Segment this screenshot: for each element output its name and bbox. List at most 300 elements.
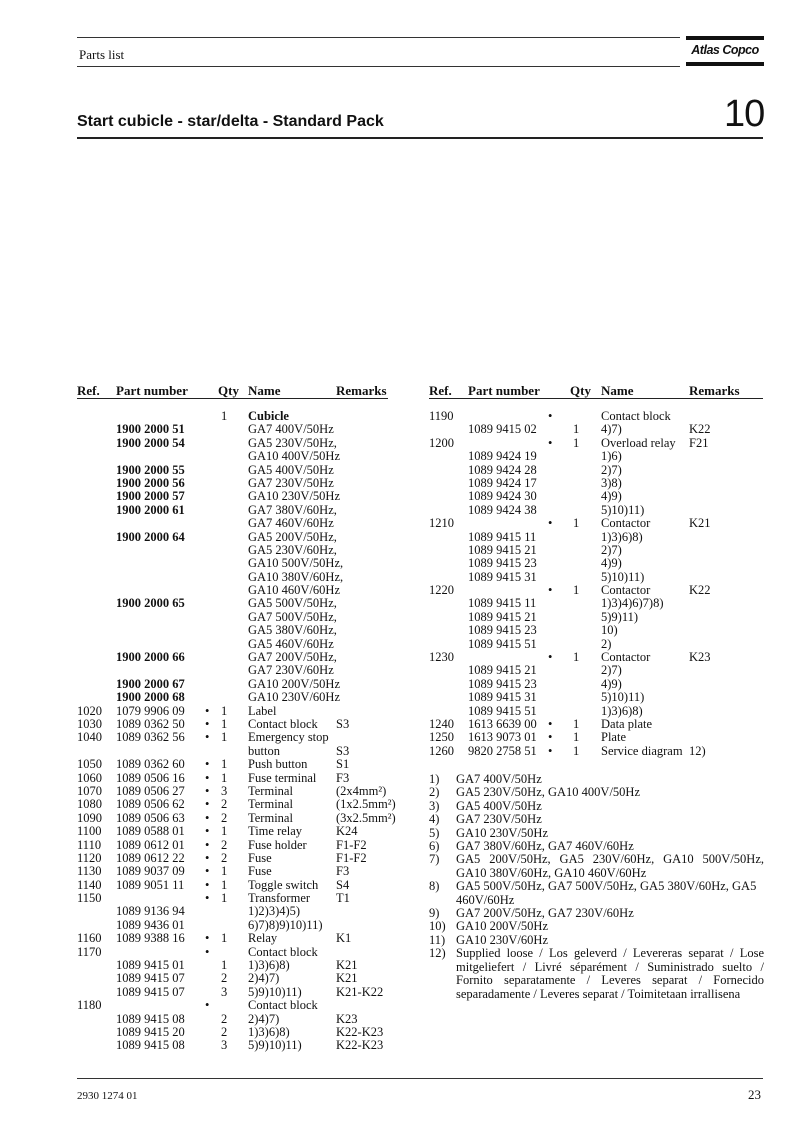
name-cell: GA5 460V/60Hz	[248, 636, 334, 651]
table-row	[77, 1039, 388, 1052]
table-row	[77, 810, 396, 825]
footnote-item	[429, 947, 764, 1001]
part-number-cell: 1089 9424 28	[468, 462, 537, 477]
table-row	[429, 410, 763, 423]
stock-dot: •	[548, 743, 553, 758]
part-number-cell: 1089 9415 01	[116, 958, 185, 973]
table-row	[77, 865, 388, 878]
header-rule-bottom	[77, 66, 680, 67]
part-number-cell: 1089 0506 27	[116, 783, 185, 798]
ref-cell: 1030	[77, 716, 102, 731]
name-cell: GA10 500V/50Hz,	[248, 556, 344, 571]
qty-cell: 1	[221, 891, 228, 906]
stock-dot: •	[548, 716, 553, 731]
name-cell: 4)9)	[601, 676, 622, 691]
footnote-number: 5)	[429, 825, 440, 840]
part-number-cell: 1089 0612 01	[116, 837, 185, 852]
name-cell: GA7 230V/50Hz	[248, 475, 334, 490]
name-cell: 10)	[601, 623, 618, 638]
name-cell: GA7 400V/50Hz	[248, 422, 334, 437]
qty-cell: 2	[221, 797, 228, 812]
name-cell: Contact block	[248, 944, 318, 959]
part-number-cell: 1089 9415 31	[468, 690, 537, 705]
part-number-cell: 1900 2000 56	[116, 475, 185, 490]
part-number-cell: 1900 2000 61	[116, 502, 185, 517]
qty-cell: 1	[221, 716, 228, 731]
stock-dot: •	[548, 409, 553, 423]
remarks-cell: K1	[336, 931, 352, 946]
name-cell: Contact block	[601, 409, 671, 423]
table-row	[77, 678, 388, 691]
table-row	[77, 691, 388, 704]
footnote-text: GA5 230V/50Hz, GA10 400V/50Hz	[456, 785, 641, 800]
footnote-text: GA7 400V/50Hz	[456, 772, 542, 786]
footnote-item	[429, 827, 764, 840]
name-cell: 1)2)3)4)5)	[248, 904, 301, 919]
part-number-cell: 1089 9051 11	[116, 877, 185, 892]
stock-dot: •	[205, 703, 210, 718]
stock-dot: •	[205, 944, 210, 959]
part-number-cell: 1613 6639 00	[468, 716, 537, 731]
name-cell: 3)8)	[601, 475, 622, 490]
section-label: Parts list	[79, 47, 125, 62]
footnote-text: GA10 200V/50Hz	[456, 919, 549, 934]
qty-cell: 1	[221, 409, 228, 423]
qty-cell: 1	[221, 877, 228, 892]
table-row	[429, 638, 763, 651]
name-cell: 4)9)	[601, 489, 622, 504]
qty-cell: 1	[221, 864, 228, 879]
name-cell: Contact block	[248, 716, 318, 731]
ref-cell: 1130	[77, 864, 102, 879]
table-row	[429, 477, 763, 490]
qty-cell: 2	[221, 837, 228, 852]
part-number-cell: 1900 2000 54	[116, 435, 185, 450]
name-cell: GA5 500V/50Hz,	[248, 596, 337, 611]
col-header-ref: Ref.	[77, 383, 100, 398]
remarks-cell: (1x2.5mm²)	[336, 797, 396, 812]
table-row	[77, 959, 388, 972]
qty-cell: 2	[221, 1024, 228, 1039]
name-cell: Fuse	[248, 864, 272, 879]
ref-cell: 1040	[77, 730, 102, 745]
qty-cell: 2	[221, 971, 228, 986]
footnote-text: GA10 230V/50Hz	[456, 825, 549, 840]
remarks-cell: 12)	[689, 743, 706, 758]
footnote-item	[429, 800, 764, 813]
ref-cell: 1260	[429, 743, 454, 758]
table-row	[429, 490, 763, 503]
table-row	[429, 557, 763, 570]
footnote-item	[429, 934, 764, 947]
part-number-cell: 1089 9415 07	[116, 984, 185, 999]
remarks-cell: K21	[336, 958, 358, 973]
table-row	[429, 531, 763, 544]
name-cell: GA7 230V/60Hz	[248, 663, 334, 678]
footnote-item	[429, 813, 764, 826]
qty-cell: 1	[573, 716, 580, 731]
table-row	[429, 504, 763, 517]
qty-cell: 1	[221, 824, 228, 839]
remarks-cell: K22-K23	[336, 1024, 384, 1039]
col-header-name: Name	[248, 383, 281, 398]
stock-dot: •	[205, 891, 210, 906]
table-row	[77, 785, 388, 798]
part-number-cell: 1089 9415 21	[468, 663, 537, 678]
table-row	[77, 745, 388, 758]
col-header-remarks-right: Remarks	[689, 383, 740, 398]
remarks-cell: F1-F2	[336, 850, 367, 865]
stock-dot: •	[205, 757, 210, 772]
qty-cell: 1	[221, 730, 228, 745]
stock-dot: •	[548, 435, 553, 450]
qty-cell: 2	[221, 850, 228, 865]
brand-wordmark: Atlas Copco	[691, 43, 759, 57]
table-row	[429, 691, 763, 704]
name-cell: Push button	[248, 757, 308, 772]
table-row	[77, 464, 388, 477]
table-row	[77, 531, 388, 544]
remarks-cell: F1-F2	[336, 837, 367, 852]
qty-cell: 1	[573, 516, 580, 531]
table-row	[429, 745, 763, 758]
ref-cell: 1180	[77, 998, 102, 1013]
table-row	[77, 1013, 388, 1026]
name-cell: GA10 200V/50Hz	[248, 676, 341, 691]
name-cell: Contactor	[601, 583, 651, 598]
part-number-cell: 1089 9415 23	[468, 556, 537, 571]
part-number-cell: 1900 2000 55	[116, 462, 185, 477]
footnote-number: 7)	[429, 852, 440, 867]
name-cell: 1)3)6)8)	[248, 1024, 290, 1039]
footnote-text: GA5 200V/50Hz, GA5 230V/60Hz, GA10 500V/50Hz, GA10 380V/60Hz, GA10 460V/60Hz	[456, 852, 764, 880]
table-row	[429, 731, 763, 744]
stock-dot: •	[548, 650, 553, 665]
footnote-text: Supplied loose / Los geleverd / Levereras separat / Lose mitgeliefert / Livré séparément / Suministrado suelto / Fornito separatamente / Leveres separat / Fornecido separadamente / Leveres separat / Toimitetaan irrallisena	[456, 946, 764, 1001]
stock-dot: •	[205, 837, 210, 852]
table-row	[77, 584, 388, 597]
remarks-cell: (2x4mm²)	[336, 783, 387, 798]
table-row	[429, 624, 763, 637]
table-row	[77, 638, 388, 651]
table-row	[77, 879, 388, 892]
table-row	[77, 423, 388, 436]
name-cell: 5)10)11)	[601, 502, 645, 517]
qty-cell: 1	[221, 958, 228, 973]
stock-dot: •	[205, 850, 210, 865]
part-number-cell: 1089 9424 30	[468, 489, 537, 504]
footnote-number: 2)	[429, 785, 440, 800]
col-header-ref-right: Ref.	[429, 383, 452, 398]
table-row	[429, 651, 763, 664]
footnote-number: 1)	[429, 772, 440, 786]
footnote-item	[429, 880, 764, 907]
part-number-cell: 1089 0362 50	[116, 716, 185, 731]
footnote-text: GA5 500V/50Hz, GA7 500V/50Hz, GA5 380V/60Hz, GA5 460V/60Hz	[456, 879, 757, 907]
footnote-item	[429, 840, 764, 853]
name-cell: Time relay	[248, 824, 303, 839]
table-row	[77, 705, 388, 718]
qty-cell: 2	[221, 810, 228, 825]
part-number-cell: 1089 9415 23	[468, 676, 537, 691]
remarks-cell: T1	[336, 891, 350, 906]
name-cell: 1)3)6)8)	[601, 529, 643, 544]
table-row	[429, 611, 763, 624]
ref-cell: 1060	[77, 770, 102, 785]
name-cell: button	[248, 743, 280, 758]
stock-dot: •	[548, 583, 553, 598]
table-row	[429, 584, 763, 597]
part-number-cell: 1089 9415 51	[468, 636, 537, 651]
name-cell: 5)9)11)	[601, 609, 639, 624]
part-number-cell: 1089 0362 56	[116, 730, 185, 745]
ref-cell: 1110	[77, 837, 102, 852]
chapter-number: 10	[724, 93, 765, 135]
name-cell: 4)7)	[601, 422, 622, 437]
stock-dot: •	[548, 730, 553, 745]
ref-cell: 1250	[429, 730, 454, 745]
qty-cell: 1	[221, 770, 228, 785]
part-number-cell: 1089 0588 01	[116, 824, 185, 839]
table-row	[429, 571, 763, 584]
remarks-cell: S3	[336, 716, 350, 731]
footnote-item	[429, 773, 764, 786]
name-cell: GA7 460V/60Hz	[248, 516, 334, 531]
name-cell: 5)9)10)11)	[248, 984, 302, 999]
table-row	[77, 557, 388, 570]
name-cell: Fuse holder	[248, 837, 307, 852]
table-row	[77, 731, 388, 744]
table-row	[77, 919, 388, 932]
remarks-cell: K21	[336, 971, 358, 986]
ref-cell: 1190	[429, 409, 454, 423]
stock-dot: •	[205, 824, 210, 839]
footnote-number: 9)	[429, 906, 440, 921]
part-number-cell: 1089 9415 31	[468, 569, 537, 584]
ref-cell: 1240	[429, 716, 454, 731]
footnote-item	[429, 786, 764, 799]
stock-dot: •	[548, 516, 553, 531]
part-number-cell: 1089 0506 62	[116, 797, 185, 812]
name-cell: 1)3)6)8)	[248, 958, 290, 973]
ref-cell: 1200	[429, 435, 454, 450]
remarks-cell: (3x2.5mm²)	[336, 810, 396, 825]
name-cell: Label	[248, 703, 277, 718]
page-title: Start cubicle - star/delta - Standard Pack	[77, 113, 384, 130]
stock-dot: •	[205, 877, 210, 892]
table-row	[429, 705, 763, 718]
col-header-qty-right: Qty	[570, 383, 591, 398]
footnote-text: GA5 400V/50Hz	[456, 798, 542, 813]
name-cell: GA7 500V/50Hz,	[248, 609, 337, 624]
name-cell: GA10 380V/60Hz,	[248, 569, 344, 584]
remarks-cell: K22	[689, 422, 711, 437]
part-number-cell: 1900 2000 57	[116, 489, 185, 504]
footnote-item	[429, 853, 764, 880]
page-number: 23	[748, 1087, 761, 1102]
ref-cell: 1230	[429, 650, 454, 665]
ref-cell: 1080	[77, 797, 102, 812]
footnote-number: 3)	[429, 798, 440, 813]
stock-dot: •	[205, 716, 210, 731]
part-number-cell: 1900 2000 67	[116, 676, 185, 691]
part-number-cell: 1089 0506 16	[116, 770, 185, 785]
table-row	[429, 423, 763, 436]
part-number-cell: 1089 9436 01	[116, 917, 185, 932]
part-number-cell: 1089 9415 51	[468, 703, 537, 718]
col-header-name-right: Name	[601, 383, 634, 398]
name-cell: Plate	[601, 730, 626, 745]
parts-table-right	[429, 410, 763, 758]
table-row	[429, 544, 763, 557]
remarks-cell: K23	[689, 650, 711, 665]
table-row	[77, 490, 388, 503]
qty-cell: 3	[221, 984, 228, 999]
table-row	[429, 678, 763, 691]
table-row	[77, 410, 388, 423]
name-cell: 5)9)10)11)	[248, 1038, 302, 1053]
table-row	[77, 839, 388, 852]
name-cell: Service diagram	[601, 743, 683, 758]
right-header-rule	[429, 398, 763, 399]
name-cell: Overload relay	[601, 435, 676, 450]
name-cell: Toggle switch	[248, 877, 319, 892]
table-row	[77, 1026, 388, 1039]
table-row	[77, 664, 388, 677]
qty-cell: 1	[573, 583, 580, 598]
name-cell: GA10 230V/50Hz	[248, 489, 341, 504]
footnote-number: 11)	[429, 932, 446, 947]
name-cell: Data plate	[601, 716, 653, 731]
name-cell: Contact block	[248, 998, 318, 1013]
footnote-number: 4)	[429, 812, 440, 827]
qty-cell: 3	[221, 1038, 228, 1053]
footnote-text: GA7 380V/60Hz, GA7 460V/60Hz	[456, 839, 634, 854]
qty-cell: 1	[573, 730, 580, 745]
part-number-cell: 1089 9415 23	[468, 623, 537, 638]
qty-cell: 1	[221, 757, 228, 772]
stock-dot: •	[205, 797, 210, 812]
qty-cell: 1	[221, 703, 228, 718]
part-number-cell: 1089 9415 21	[468, 542, 537, 557]
name-cell: GA5 230V/50Hz,	[248, 435, 337, 450]
table-row	[77, 544, 388, 557]
table-row	[77, 852, 388, 865]
table-row	[77, 986, 388, 999]
footnote-number: 12)	[429, 946, 446, 961]
name-cell: Cubicle	[248, 409, 289, 423]
part-number-cell: 1089 9415 21	[468, 609, 537, 624]
stock-dot: •	[205, 730, 210, 745]
name-cell: 2)4)7)	[248, 971, 280, 986]
part-number-cell: 1900 2000 51	[116, 422, 185, 437]
part-number-cell: 1089 0362 60	[116, 757, 185, 772]
name-cell: GA5 380V/60Hz,	[248, 623, 337, 638]
table-row	[77, 825, 388, 838]
table-row	[77, 504, 388, 517]
ref-cell: 1140	[77, 877, 102, 892]
name-cell: Contactor	[601, 650, 651, 665]
footnotes-list	[429, 773, 764, 1001]
name-cell: 6)7)8)9)10)11)	[248, 917, 323, 932]
name-cell: Fuse terminal	[248, 770, 317, 785]
part-number-cell: 9820 2758 51	[468, 743, 537, 758]
ref-cell: 1050	[77, 757, 102, 772]
table-row	[429, 597, 763, 610]
parts-table-left	[77, 409, 396, 1053]
table-row	[429, 450, 763, 463]
ref-cell: 1120	[77, 850, 102, 865]
part-number-cell: 1089 9424 38	[468, 502, 537, 517]
footnote-text: GA10 230V/60Hz	[456, 932, 549, 947]
name-cell: GA10 230V/60Hz	[248, 690, 341, 705]
name-cell: 2)	[601, 636, 612, 651]
name-cell: 1)3)4)6)7)8)	[601, 596, 664, 611]
remarks-cell: K22	[689, 583, 711, 598]
footnote-text: GA7 230V/50Hz	[456, 812, 542, 827]
table-row	[77, 797, 396, 812]
qty-cell: 1	[573, 435, 580, 450]
remarks-cell: S1	[336, 757, 350, 772]
ref-cell: 1100	[77, 824, 102, 839]
table-row	[77, 517, 388, 530]
col-header-remarks: Remarks	[336, 383, 387, 398]
footnote-number: 8)	[429, 879, 440, 894]
stock-dot: •	[205, 770, 210, 785]
table-row	[77, 905, 388, 918]
name-cell: Fuse	[248, 850, 272, 865]
part-number-cell: 1089 0506 63	[116, 810, 185, 825]
part-number-cell: 1089 9415 08	[116, 1038, 185, 1053]
part-number-cell: 1900 2000 66	[116, 650, 185, 665]
remarks-cell: K21-K22	[336, 984, 384, 999]
qty-cell: 1	[221, 931, 228, 946]
title-rule	[77, 137, 763, 139]
name-cell: Emergency stop	[248, 730, 329, 745]
table-row	[429, 517, 763, 530]
table-row	[429, 664, 763, 677]
footnote-item	[429, 907, 764, 920]
name-cell: 1)3)6)8)	[601, 703, 643, 718]
col-header-qty: Qty	[218, 383, 239, 398]
name-cell: 5)10)11)	[601, 690, 645, 705]
name-cell: Terminal	[248, 797, 293, 812]
left-header-rule	[77, 398, 388, 399]
remarks-cell: S4	[336, 877, 350, 892]
part-number-cell: 1089 0612 22	[116, 850, 185, 865]
ref-cell: 1070	[77, 783, 102, 798]
table-row	[429, 464, 763, 477]
name-cell: Terminal	[248, 783, 293, 798]
part-number-cell: 1079 9906 09	[116, 703, 185, 718]
part-number-cell: 1089 9415 11	[468, 529, 537, 544]
table-row	[77, 571, 388, 584]
part-number-cell: 1089 9037 09	[116, 864, 185, 879]
footnote-number: 10)	[429, 919, 446, 934]
table-row	[77, 946, 388, 959]
table-row	[77, 624, 388, 637]
name-cell: Terminal	[248, 810, 293, 825]
name-cell: Contactor	[601, 516, 651, 531]
name-cell: GA7 200V/50Hz,	[248, 650, 337, 665]
table-row	[429, 437, 763, 450]
table-row	[77, 611, 388, 624]
footer-rule	[77, 1078, 763, 1079]
ref-cell: 1150	[77, 891, 102, 906]
ref-cell: 1020	[77, 703, 102, 718]
table-row	[429, 718, 763, 731]
name-cell: 2)7)	[601, 462, 622, 477]
